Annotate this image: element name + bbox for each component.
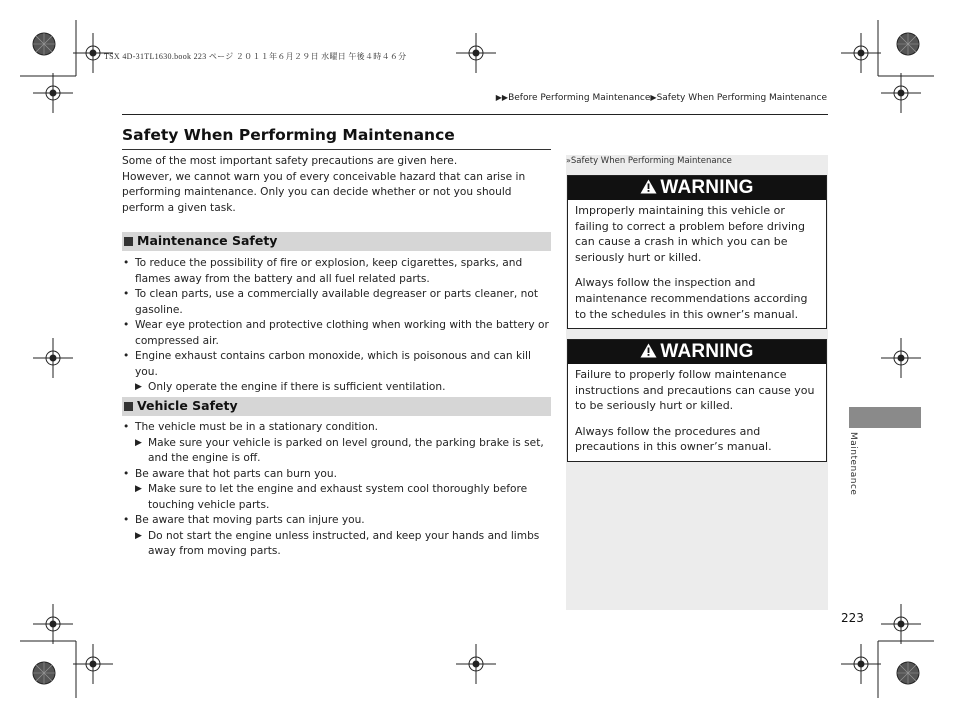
warning-header: [568, 340, 826, 364]
warning-box: [567, 175, 827, 329]
list-item: • Be aware that moving parts can injure you. ▶ Do not start the engine unless instructed, and keep your hands and limbs away from moving parts.: [122, 513, 554, 560]
registration-mark-icon: [456, 644, 496, 684]
warning-box: [567, 339, 827, 462]
chapter-tab[interactable]: [849, 407, 921, 428]
play-arrow-icon: ▶: [135, 437, 142, 448]
page-number: 223: [841, 611, 864, 625]
play-arrow-icon: ▶: [135, 382, 142, 392]
title-divider: [122, 149, 551, 150]
list-item: • To reduce the possibility of fire or explosion, keep cigarettes, sparks, and flames away from the battery and all fuel related parts.: [123, 257, 523, 285]
sub-note: ▶ Make sure your vehicle is parked on level ground, the parking brake is set, and the engine is off.: [135, 436, 544, 464]
list-item: • Be aware that hot parts can burn you. ▶ Make sure to let the engine and exhaust system cool thoroughly before touching vehicle parts.: [122, 467, 554, 514]
registration-mark-icon: [456, 33, 496, 73]
list-item: • The vehicle must be in a stationary condition. ▶ Make sure your vehicle is parked on level ground, the parking brake is set, and the engine is off.: [122, 420, 554, 467]
warning-paragraph: Failure to properly follow maintenance instructions and precautions can cause you to be seriously hurt or killed.: [575, 368, 815, 413]
intro-text: Some of the most important safety precautions are given here. However, we cannot warn you of every conceivable hazard that can arise in performing maintenance. Only you can decide whether or not you should perform a given task.: [122, 155, 526, 214]
breadcrumb-parent-link[interactable]: Before Performing Maintenance: [508, 93, 651, 103]
chapter-tab-label: Maintenance: [848, 432, 858, 496]
play-arrow-icon: ▶: [135, 530, 142, 541]
warning-body: [568, 364, 826, 461]
list-item: • Wear eye protection and protective clothing when working with the battery or compressed air.: [123, 319, 549, 347]
breadcrumb-arrow-icon: ▶▶: [495, 93, 509, 102]
page-title: Safety When Performing Maintenance: [122, 126, 455, 144]
list-item: • Engine exhaust contains carbon monoxide, which is poisonous and can kill you. ▶ Only operate the engine if there is sufficient ventilation.: [122, 349, 554, 396]
section-square-icon: [124, 237, 133, 246]
sidebar-label: »Safety When Performing Maintenance: [566, 156, 732, 166]
section-square-icon: [124, 402, 133, 411]
vehicle-safety-list: [122, 420, 554, 560]
play-arrow-icon: ▶: [135, 484, 142, 494]
warning-heading: WARNING: [660, 341, 754, 362]
warning-triangle-icon: [640, 179, 657, 194]
section-header-maintenance-safety: [122, 232, 551, 251]
warning-heading: WARNING: [660, 177, 754, 198]
warning-triangle-icon: [640, 343, 657, 358]
sub-note: ▶ Do not start the engine unless instructed, and keep your hands and limbs away from moving parts.: [135, 529, 540, 557]
sub-note: ▶ Make sure to let the engine and exhaust system cool thoroughly before touching vehicle parts.: [135, 483, 528, 511]
warning-paragraph: Always follow the procedures and precautions in this owner’s manual.: [575, 424, 772, 454]
double-arrow-icon: »: [566, 156, 571, 165]
warning-body: [568, 200, 826, 328]
breadcrumb-current: Safety When Performing Maintenance: [656, 93, 827, 103]
warning-header: [568, 176, 826, 200]
section-heading: Vehicle Safety: [137, 398, 238, 413]
list-item: • To clean parts, use a commercially available degreaser or parts cleaner, not gasoline.: [123, 288, 539, 316]
registration-mark-icon: [20, 20, 113, 113]
warning-paragraph: Always follow the inspection and maintenance recommendations according to the schedules in this owner’s manual.: [575, 276, 808, 321]
sub-note: ▶ Only operate the engine if there is sufficient ventilation.: [135, 380, 554, 396]
maintenance-safety-list: [122, 256, 554, 396]
warning-paragraph: Improperly maintaining this vehicle or failing to correct a problem before driving can cause a crash in which you can be seriously hurt or killed.: [575, 204, 806, 264]
registration-mark-icon: [841, 20, 934, 113]
breadcrumb: [496, 93, 827, 103]
section-heading: Maintenance Safety: [137, 233, 278, 248]
header-divider: [122, 114, 828, 115]
breadcrumb-separator-icon: ▶: [650, 93, 657, 102]
registration-mark-icon: [20, 604, 113, 698]
section-header-vehicle-safety: [122, 397, 551, 416]
print-header: TSX 4D-31TL1630.book 223 ページ ２０１１年６月２９日 水曜日 午後４時４６分: [104, 52, 407, 61]
